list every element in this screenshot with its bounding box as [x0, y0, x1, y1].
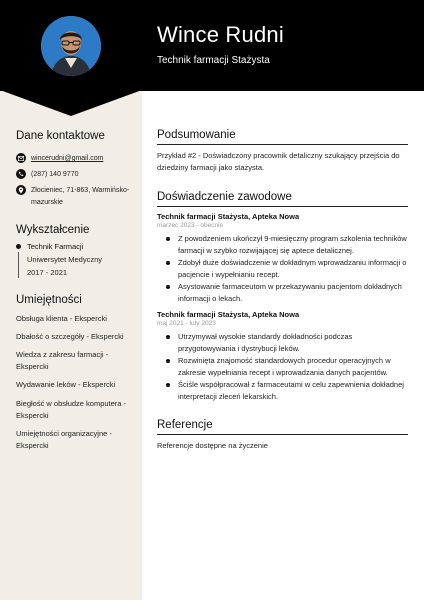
contact-address-row	[16, 185, 140, 208]
job-bullet: Z powodzeniem ukończył 9-miesięczny program szkolenia techników farmacji w szybko rozwijającej się aptece detalicznej.	[166, 233, 408, 257]
phone-number: (287) 140 9770	[31, 171, 79, 178]
skill-item: Biegłość w obsłudze komputera - Ekspercki	[16, 399, 127, 420]
job-heading: Technik farmacji Stażysta, Apteka Nowa	[157, 310, 300, 319]
references-text: Referencje dostępne na życzenie	[157, 441, 268, 450]
address-text: Złocieniec, 71-863, Warmińsko-mazurskie	[31, 187, 130, 206]
skill-item: Wydawanie leków - Ekspercki	[16, 380, 116, 389]
email-icon	[16, 153, 26, 163]
job-heading: Technik farmacji Stażysta, Apteka Nowa	[157, 212, 300, 221]
job-title: Technik farmacji Stażysta	[157, 55, 270, 66]
summary-section-title: Podsumowanie	[157, 129, 236, 141]
skill-item: Dbałość o szczegóły - Ekspercki	[16, 332, 124, 341]
skill-item: Obsługa klienta - Ekspercki	[16, 314, 107, 323]
job-bullet: Zdobył duże doświadczenie w dokładnym wprowadzaniu informacji o pacjencie i wypełnianiu recept.	[166, 257, 408, 281]
skill-item: Wiedza z zakresu farmacji - Ekspercki	[16, 350, 109, 371]
timeline-line	[18, 252, 19, 278]
email-link[interactable]: wincerudni@gmail.com	[31, 155, 104, 162]
job-bullet: Ściśle współpracował z farmaceutami w celu zapewnienia dokładnej interpretacji zleceń lekarskich.	[166, 379, 408, 403]
summary-text: Przykład #2 - Doświadczony pracownik detaliczny szukający przejścia do dziedziny farmacji jako stażysta.	[157, 151, 400, 172]
contact-phone-row	[16, 169, 78, 181]
job-dates: marzec 2023 - obecnie	[157, 222, 224, 229]
references-section-title: Referencje	[157, 419, 213, 431]
avatar-icon	[41, 16, 101, 76]
location-pin-icon	[16, 185, 26, 195]
skill-item: Umiejętności organizacyjne - Ekspercki	[16, 429, 112, 450]
education-school: Uniwersytet Medyczny	[27, 255, 103, 264]
section-divider	[157, 144, 408, 145]
header-chevron	[0, 90, 142, 118]
profile-photo	[41, 16, 101, 76]
job-bullet: Rozwinięta znajomość standardowych procedur operacyjnych w zakresie wypełniania recept i wprowadzania danych pacjentów.	[166, 355, 408, 379]
education-years: 2017 - 2021	[27, 268, 68, 277]
experience-section-title: Doświadczenie zawodowe	[157, 191, 292, 203]
job-bullet: Asystowanie farmaceutom w przekazywaniu pacjentom dokładnych informacji o lekach.	[166, 281, 408, 305]
job-bullet-list	[166, 233, 408, 305]
skills-section-title: Umiejętności	[16, 294, 82, 306]
job-dates: maj 2021 - luty 2023	[157, 320, 216, 327]
sidebar-panel	[0, 91, 142, 600]
timeline-dot	[16, 244, 21, 249]
job-bullet: Utrzymywał wysokie standardy dokładności podczas przygotowywania i dystrybucji leków.	[166, 331, 408, 355]
education-degree: Technik Farmacji	[27, 242, 84, 251]
section-divider	[157, 434, 408, 435]
phone-icon	[16, 169, 26, 179]
section-divider	[157, 206, 408, 207]
contact-section-title: Dane kontaktowe	[16, 130, 105, 142]
person-name: Wince Rudni	[157, 22, 284, 47]
education-section-title: Wykształcenie	[16, 224, 90, 236]
job-bullet-list	[166, 331, 408, 403]
contact-email-row	[16, 153, 103, 165]
